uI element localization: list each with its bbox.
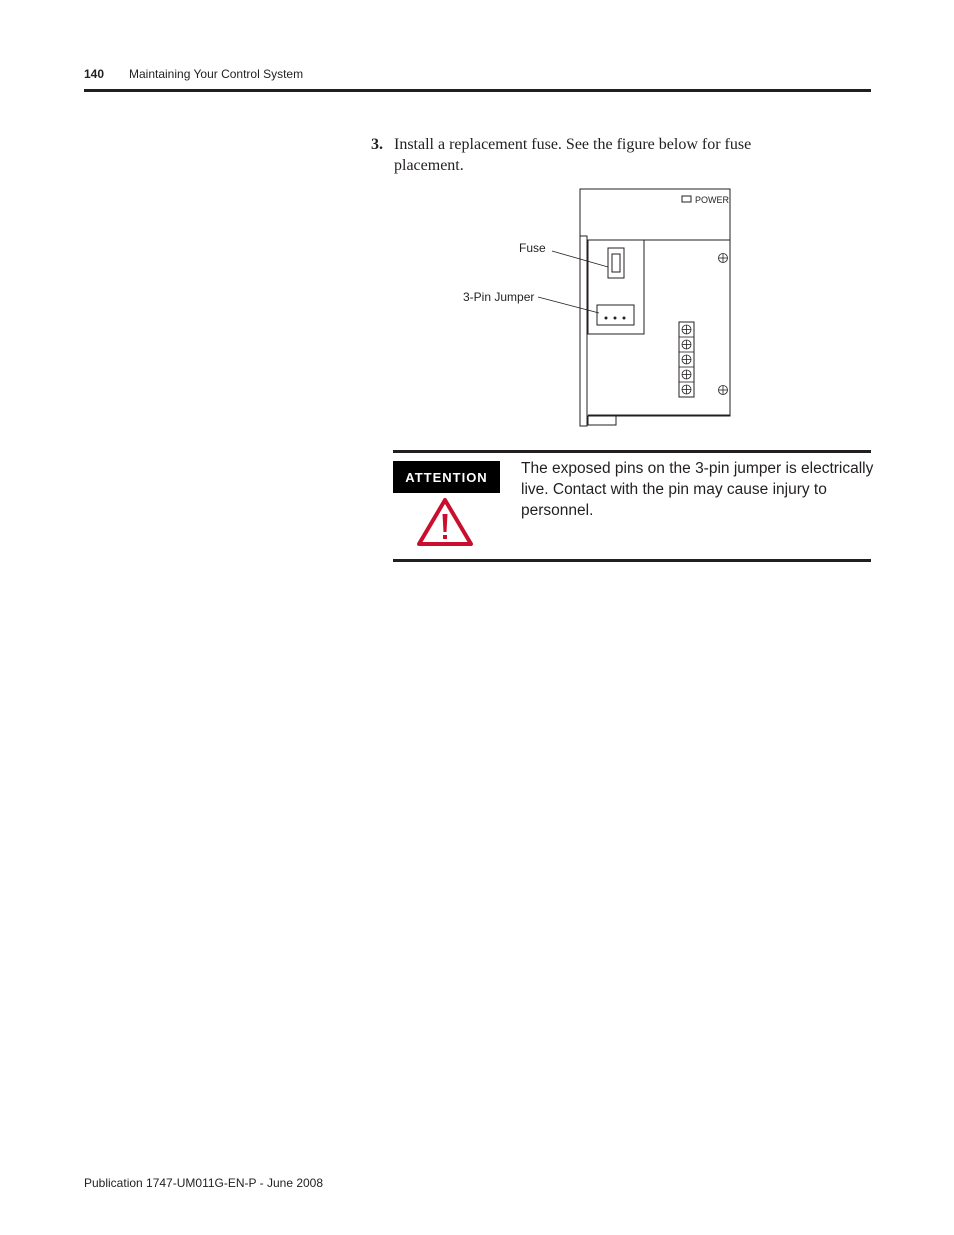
fuse-placement-figure	[455, 185, 745, 430]
left-rail	[580, 236, 587, 426]
bottom-tab	[588, 416, 616, 425]
step-text: Install a replacement fuse. See the figure below for fuse placement.	[394, 136, 752, 174]
attention-badge: ATTENTION	[393, 461, 500, 493]
attention-top-rule	[393, 450, 871, 453]
mounting-screw-icon	[719, 254, 728, 263]
fuse-body	[612, 254, 620, 272]
fuse-label: Fuse	[519, 241, 546, 255]
publication-footer: Publication 1747-UM011G-EN-P - June 2008	[84, 1176, 324, 1190]
section-title: Maintaining Your Control System	[129, 67, 304, 81]
jumper-pin-3	[623, 317, 626, 320]
attention-message: The exposed pins on the 3-pin jumper is electrically live. Contact with the pin may cause injury to personnel.	[521, 460, 874, 519]
jumper-pin-1	[605, 317, 608, 320]
attention-bottom-rule	[393, 559, 871, 562]
power-led-icon	[682, 196, 691, 202]
header-rule	[84, 89, 871, 92]
warning-triangle-icon	[416, 497, 474, 547]
power-supply-diagram	[455, 185, 745, 430]
mounting-screw-icon	[719, 386, 728, 395]
jumper-pin-2	[614, 317, 617, 320]
terminal-screw-icon	[682, 385, 691, 394]
step-number: 3.	[371, 136, 383, 153]
jumper-icon	[597, 305, 634, 325]
jumper-leader	[538, 297, 599, 313]
module-body	[580, 189, 730, 416]
power-label: POWER	[695, 195, 730, 205]
page-number: 140	[84, 67, 105, 81]
jumper-label: 3-Pin Jumper	[463, 290, 535, 304]
